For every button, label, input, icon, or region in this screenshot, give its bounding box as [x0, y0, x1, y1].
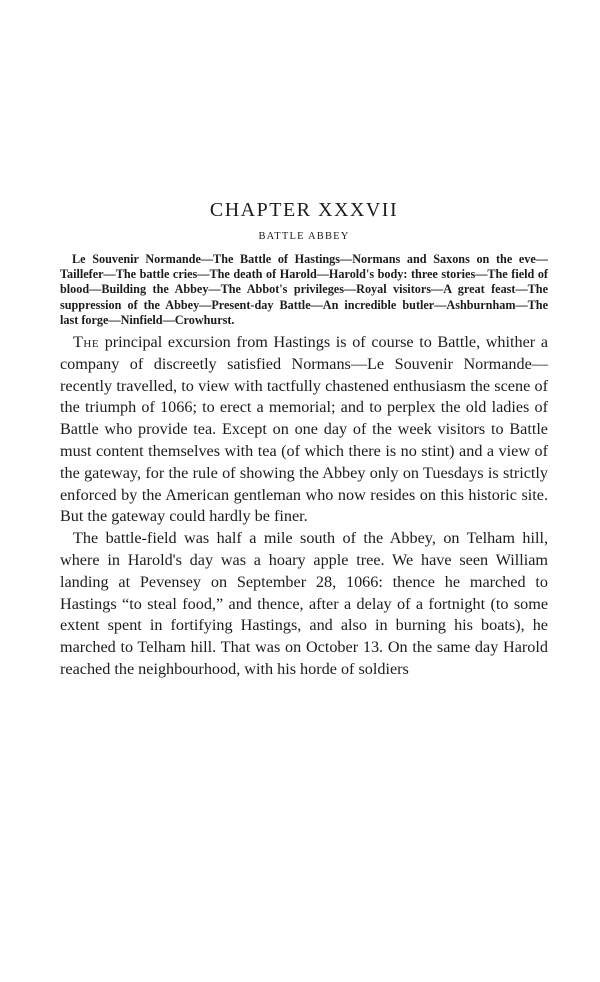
paragraph-1-lead: The	[73, 333, 100, 352]
paragraph-2: The battle-field was half a mile south of the Abbey, on Telham hill, where in Harold's day was a hoary apple tree. We have seen William landing at Pevensey on September 28, 1066: thence he marched to Hastings “to steal food,” and thence, after a delay of a fortnight (to some extent spent in fortifying Hastings, and also in burning his boats), he marched to Telham hill. That was on October 13. On the same day Harold reached the neighbourhood, with his horde of soldiers	[60, 529, 548, 678]
book-page	[60, 198, 548, 681]
chapter-subtitle: BATTLE ABBEY	[258, 231, 350, 242]
paragraph-1-text: principal excursion from Hastings is of course to Battle, whither a company of discreetly satisfied Normans—Le Souvenir Normande—recently travelled, to view with tactfully chastened enthusiasm the scene of the triumph of 1066; to erect a memorial; and to perplex the old ladies of Battle who provide tea. Except on one day of the week visitors to Battle must content themselves with tea (of which there is no stint) and a view of the gateway, for the rule of showing the Abbey only on Tuesdays is strictly enforced by the American gentleman who now resides on this historic site. But the gateway could hardly be finer.	[60, 333, 548, 526]
chapter-synopsis: Le Souvenir Normande—The Battle of Hastings—Normans and Saxons on the eve—Taillefer—The battle cries—The death of Harold—Harold's body: three stories—The field of blood—Building the Abbey—The Abbot's privileges—Royal visitors—A great feast—The suppression of the Abbey—Present-day Battle—An incredible butler—Ashburnham—The last forge—Ninfield—Crowhurst.	[60, 252, 548, 327]
paragraph-1	[60, 332, 548, 528]
chapter-title: CHAPTER XXXVII	[209, 199, 399, 221]
